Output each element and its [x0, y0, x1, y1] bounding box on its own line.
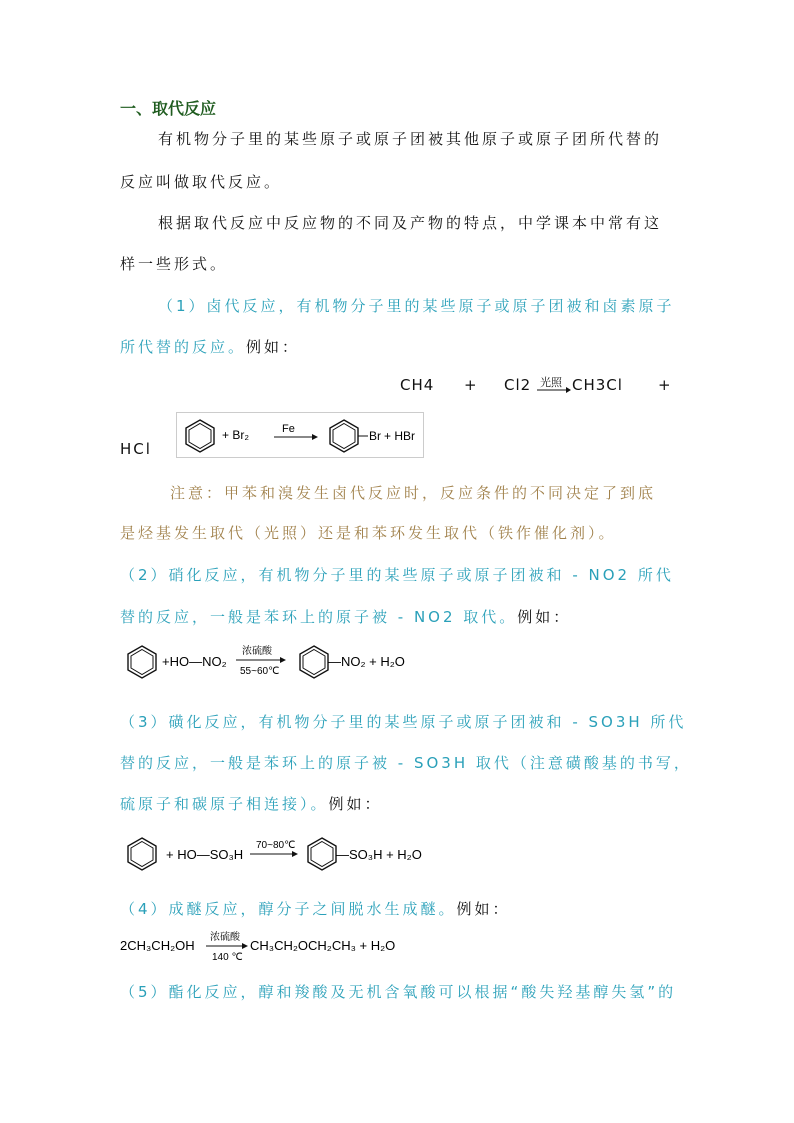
section-heading: 一、取代反应 — [120, 99, 217, 118]
nitration-product: —NO₂ + H₂O — [328, 654, 405, 669]
benzene-ring-icon — [128, 838, 156, 870]
nitration-condition-top: 浓硫酸 — [242, 646, 272, 657]
sulfonation-equation-image — [120, 832, 440, 876]
etherification-example-label: 例如： — [456, 900, 511, 918]
note-line-1: 注意：甲苯和溴发生卤代反应时，反应条件的不同决定了到底 — [170, 484, 657, 502]
intro-paragraph-1-line-1: 有机物分子里的某些原子或原子团被其他原子或原子团所代替的 — [158, 130, 663, 148]
eq-plus-2: + — [658, 376, 672, 394]
halogenation-line-2 — [120, 336, 300, 357]
etherification-line-1 — [120, 898, 511, 919]
nitration-equation-image — [120, 640, 410, 684]
bromination-byproduct: + HBr — [384, 429, 416, 443]
eq-ch3cl: CH3Cl — [572, 376, 623, 394]
sulfonation-product: —SO₃H + H₂O — [336, 847, 422, 862]
note-line-2: 是烃基发生取代（光照）还是和苯环发生取代（铁作催化剂）。 — [120, 524, 617, 542]
benzene-ring-icon — [128, 646, 156, 678]
etherification-equation-image — [118, 928, 418, 966]
nitration-line-2 — [120, 606, 571, 627]
etherification-reactant: 2CH₃CH₂OH — [120, 938, 195, 953]
nitrobenzene-ring-icon — [300, 646, 328, 678]
sulfonation-example-label: 例如： — [328, 795, 383, 813]
eq-cl2: Cl2 — [504, 376, 532, 394]
nitration-line-1: （2）硝化反应，有机物分子里的某些原子或原子团被和 - NO2 所代 — [120, 566, 674, 584]
sulfonation-line-3 — [120, 793, 383, 814]
eq-ch4: CH4 — [400, 376, 435, 394]
etherification-condition-top: 浓硫酸 — [210, 932, 240, 943]
halogenation-example-label: 例如： — [246, 338, 301, 356]
etherification-condition-bottom: 140 ℃ — [212, 952, 243, 963]
nitration-example-label: 例如： — [517, 608, 572, 626]
sulfonation-line-2: 替的反应，一般是苯环上的原子被 - SO3H 取代（注意磺酸基的书写， — [120, 754, 692, 772]
eq-condition-light: 光照 — [540, 376, 562, 389]
benzenesulfonic-ring-icon — [308, 838, 336, 870]
intro-paragraph-2-line-2: 样一些形式。 — [120, 255, 229, 273]
sulfonation-reagent: + HO—SO₃H — [166, 847, 244, 862]
benzene-bromination-image — [176, 412, 424, 458]
eq-plus-1: + — [464, 376, 478, 394]
bromination-product: Br — [369, 429, 381, 443]
sulfonation-line-3-colored: 硫原子和碳原子相连接）。 — [120, 795, 329, 813]
etherification-product: CH₃CH₂OCH₂CH₃ + H₂O — [250, 938, 396, 953]
nitration-condition-bottom: 55~60℃ — [240, 666, 280, 677]
intro-paragraph-2-line-1: 根据取代反应中反应物的不同及产物的特点，中学课本中常有这 — [158, 214, 663, 232]
eq-arrow — [536, 382, 572, 394]
etherification-line-1-colored: （4）成醚反应，醇分子之间脱水生成醚。 — [120, 900, 457, 918]
nitration-reagent: +HO—NO₂ — [162, 654, 227, 669]
intro-paragraph-1-line-2: 反应叫做取代反应。 — [120, 173, 283, 191]
sulfonation-condition: 70~80℃ — [256, 840, 296, 851]
halogenation-line-1: （1）卤代反应，有机物分子里的某些原子或原子团被和卤素原子 — [158, 297, 675, 315]
halogenation-line-2-colored: 所代替的反应。 — [120, 338, 247, 356]
eq-hcl: HCl — [120, 440, 152, 458]
bromination-reagent: + Br₂ — [222, 428, 249, 442]
nitration-line-2-colored: 替的反应，一般是苯环上的原子被 - NO2 取代。 — [120, 608, 518, 626]
sulfonation-line-1: （3）磺化反应，有机物分子里的某些原子或原子团被和 - SO3H 所代 — [120, 713, 687, 731]
esterification-line-1: （5）酯化反应，醇和羧酸及无机含氧酸可以根据“酸失羟基醇失氢”的 — [120, 983, 677, 1001]
bromination-catalyst: Fe — [282, 423, 295, 435]
